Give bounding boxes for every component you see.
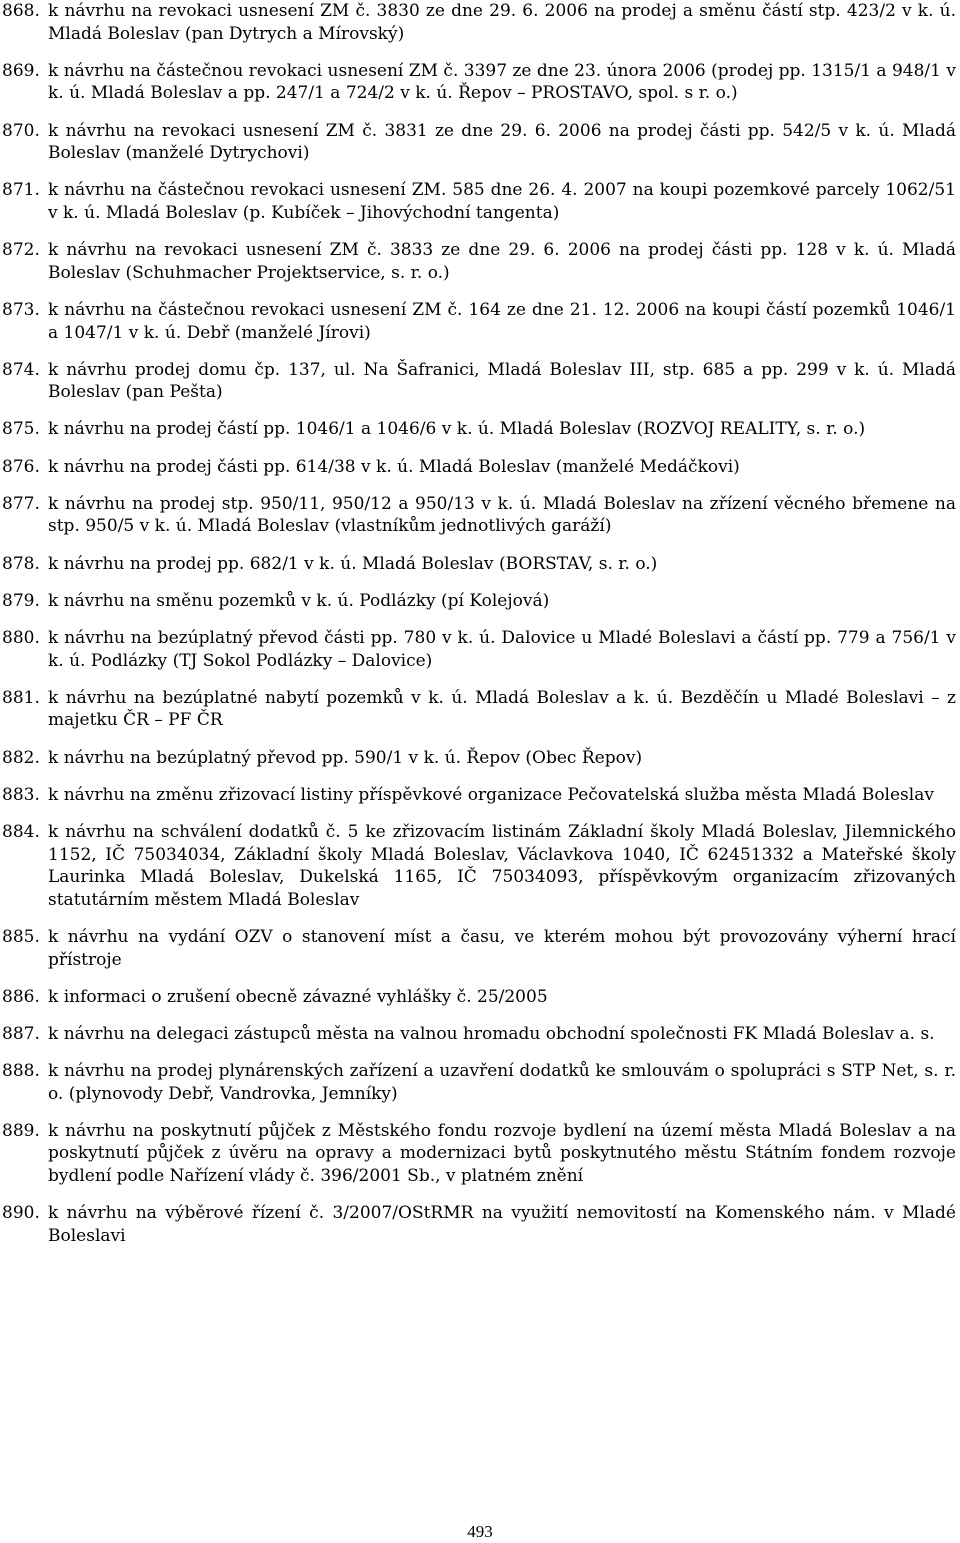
list-item	[2, 179, 956, 224]
item-text: k návrhu na výběrové řízení č. 3/2007/OStRMR na využití nemovitostí na Komenského nám. v Mladé Boleslavi	[48, 1203, 956, 1246]
list-item	[2, 553, 956, 576]
item-text: k návrhu na schválení dodatků č. 5 ke zřizovacím listinám Základní školy Mladá Boleslav, Jilemnického 1152, IČ 75034034, Základní školy Mladá Boleslav, Václavkova 1040, IČ 62451332 a Mateřské školy Laurinka Mladá Boleslav, Dukelská 1165, IČ 75034093, příspěvkovým organizacím zřizovaných statutárním městem Mladá Boleslav	[48, 821, 956, 910]
list-item	[2, 418, 956, 441]
item-number: 879.	[2, 590, 40, 611]
item-number: 885.	[2, 926, 40, 947]
resolution-list	[2, 0, 956, 1262]
item-number: 871.	[2, 180, 40, 201]
item-text: k návrhu na revokaci usnesení ZM č. 3833 ze dne 29. 6. 2006 na prodej části pp. 128 v k. ú. Mladá Boleslav (Schuhmacher Projektservice, s. r. o.)	[48, 240, 956, 283]
list-item	[2, 239, 956, 284]
list-item	[2, 821, 956, 911]
item-number: 880.	[2, 628, 40, 648]
item-text: k návrhu na bezúplatný převod části pp. 780 v k. ú. Dalovice u Mladé Boleslavi a částí pp. 779 a 756/1 v k. ú. Podlázky (TJ Sokol Podlázky – Dalovice)	[48, 628, 956, 671]
item-text: k návrhu na bezúplatné nabytí pozemků v k. ú. Mladá Boleslav a k. ú. Bezděčín u Mladé Boleslavi – z majetku ČR – PF ČR	[48, 687, 956, 731]
item-number: 890.	[2, 1203, 40, 1224]
item-text: k návrhu na bezúplatný převod pp. 590/1 v k. ú. Řepov (Obec Řepov)	[48, 747, 643, 768]
item-number: 869.	[2, 60, 40, 81]
page-number: 493	[467, 1522, 493, 1541]
item-text: k návrhu na částečnou revokaci usnesení ZM č. 164 ze dne 21. 12. 2006 na koupi částí pozemků 1046/1 a 1047/1 v k. ú. Debř (manželé Jírovi)	[48, 299, 956, 343]
item-number: 883.	[2, 784, 40, 805]
list-item	[2, 747, 956, 770]
item-number: 872.	[2, 240, 40, 261]
item-text: k návrhu prodej domu čp. 137, ul. Na Šafranici, Mladá Boleslav III, stp. 685 a pp. 299 v k. ú. Mladá Boleslav (pan Pešta)	[48, 359, 956, 403]
item-number: 887.	[2, 1023, 40, 1044]
item-text: k návrhu na revokaci usnesení ZM č. 3831 ze dne 29. 6. 2006 na prodej části pp. 542/5 v k. ú. Mladá Boleslav (manželé Dytrychovi)	[48, 120, 956, 164]
list-item	[2, 627, 956, 672]
item-number: 873.	[2, 299, 40, 320]
item-text: k návrhu na prodej částí pp. 1046/1 a 1046/6 v k. ú. Mladá Boleslav (ROZVOJ REALITY, s. r. o.)	[48, 419, 866, 440]
list-item	[2, 1202, 956, 1247]
item-text: k návrhu na částečnou revokaci usnesení ZM. 585 dne 26. 4. 2007 na koupi pozemkové parcely 1062/51 v k. ú. Mladá Boleslav (p. Kubíček – Jihovýchodní tangenta)	[48, 180, 956, 223]
item-text: k návrhu na prodej pp. 682/1 v k. ú. Mladá Boleslav (BORSTAV, s. r. o.)	[48, 553, 658, 574]
list-item	[2, 986, 956, 1009]
item-text: k návrhu na poskytnutí půjček z Městského fondu rozvoje bydlení na území města Mladá Boleslav a na poskytnutí půjček z úvěru na opravy a modernizaci bytů poskytnutého městu Státním fondem rozvoje bydlení podle Nařízení vlády č. 396/2001 Sb., v platném znění	[48, 1120, 956, 1187]
list-item	[2, 120, 956, 165]
item-text: k návrhu na změnu zřizovací listiny příspěvkové organizace Pečovatelská služba města Mladá Boleslav	[48, 784, 934, 805]
list-item	[2, 1023, 956, 1046]
list-item	[2, 1060, 956, 1105]
item-number: 874.	[2, 359, 40, 380]
list-item	[2, 590, 956, 613]
item-number: 882.	[2, 747, 40, 768]
item-number: 868.	[2, 1, 40, 21]
list-item	[2, 1120, 956, 1188]
item-text: k informaci o zrušení obecně závazné vyhlášky č. 25/2005	[48, 986, 548, 1007]
item-number: 889.	[2, 1120, 40, 1141]
list-item	[2, 456, 956, 479]
list-item	[2, 687, 956, 732]
list-item	[2, 784, 956, 807]
item-text: k návrhu na směnu pozemků v k. ú. Podlázky (pí Kolejová)	[48, 590, 550, 611]
item-text: k návrhu na revokaci usnesení ZM č. 3830 ze dne 29. 6. 2006 na prodej a směnu částí stp. 423/2 v k. ú. Mladá Boleslav (pan Dytrych a Mírovský)	[48, 1, 956, 44]
item-number: 884.	[2, 821, 40, 842]
item-number: 870.	[2, 120, 40, 141]
item-number: 877.	[2, 493, 40, 514]
item-text: k návrhu na částečnou revokaci usnesení ZM č. 3397 ze dne 23. února 2006 (prodej pp. 1315/1 a 948/1 v k. ú. Mladá Boleslav a pp. 247/1 a 724/2 v k. ú. Řepov – PROSTAVO, spol. s r. o.)	[48, 60, 956, 104]
list-item	[2, 60, 956, 105]
item-text: k návrhu na delegaci zástupců města na valnou hromadu obchodní společnosti FK Mladá Boleslav a. s.	[48, 1023, 935, 1044]
list-item	[2, 359, 956, 404]
item-text: k návrhu na prodej části pp. 614/38 v k. ú. Mladá Boleslav (manželé Medáčkovi)	[48, 456, 740, 477]
item-number: 878.	[2, 553, 40, 574]
item-number: 875.	[2, 419, 40, 440]
item-text: k návrhu na prodej plynárenských zařízení a uzavření dodatků ke smlouvám o spolupráci s STP Net, s. r. o. (plynovody Debř, Vandrovka, Jemníky)	[48, 1061, 956, 1104]
item-text: k návrhu na vydání OZV o stanovení míst a času, ve kterém mohou být provozovány výherní hrací přístroje	[48, 926, 956, 970]
item-number: 876.	[2, 456, 40, 477]
item-number: 881.	[2, 687, 40, 708]
item-number: 886.	[2, 986, 40, 1007]
list-item	[2, 299, 956, 344]
list-item	[2, 0, 956, 45]
item-text: k návrhu na prodej stp. 950/11, 950/12 a 950/13 v k. ú. Mladá Boleslav na zřízení věcného břemene na stp. 950/5 v k. ú. Mladá Boleslav (vlastníkům jednotlivých garáží)	[48, 493, 956, 537]
list-item	[2, 493, 956, 538]
list-item	[2, 926, 956, 971]
item-number: 888.	[2, 1061, 40, 1082]
